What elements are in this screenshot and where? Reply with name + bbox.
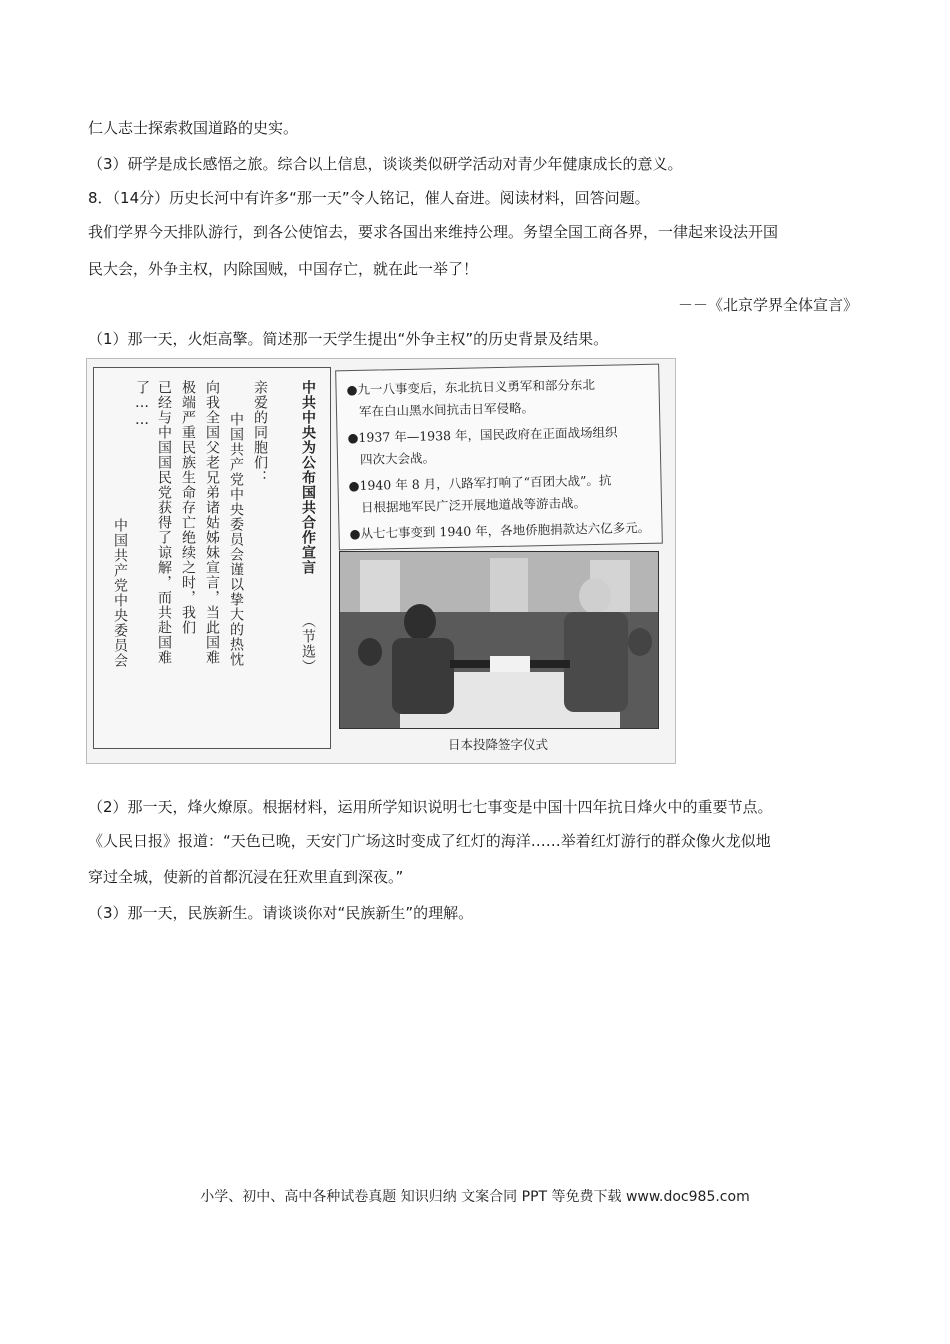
photo-illustration (340, 552, 658, 728)
fact-line: 军在白山黑水间抗击日军侵略。 (358, 400, 535, 419)
fact-line: 四次大会战。 (359, 450, 436, 467)
declaration-note: （节选） (300, 614, 316, 674)
fact-line: ●从七七事变到 1940 年，各地侨胞捐款达六亿多元。 (349, 519, 651, 542)
sub-question-3: （3）那一天，民族新生。请谈谈你对“民族新生”的理解。 (88, 904, 474, 922)
declaration-col-4: 极端严重民族生命存亡绝续之时，我们 (180, 380, 196, 635)
declaration-title: 中共中央为公布国共合作宣言 (300, 380, 316, 575)
fact-line: ●1940 年 8 月，八路军打响了“百团大战”。抗 (348, 472, 612, 494)
text-line-1: 仁人志士探索救国道路的史实。 (88, 119, 299, 137)
sub-question-1: （1）那一天，火炬高擎。简述那一天学生提出“外争主权”的历史背景及结果。 (88, 330, 609, 348)
declaration-col-5: 已经与中国国民党获得了谅解，而共赴国难 (156, 380, 172, 665)
declaration-col-6: 了…… (134, 380, 150, 429)
declaration-col-1: 亲爱的同胞们： (252, 380, 268, 485)
declaration-col-3: 向我全国父老兄弟诸姑姊妹宣言，当此国难 (204, 380, 220, 665)
material-figure (86, 358, 676, 764)
material-quote-line-1: 我们学界今天排队游行，到各公使馆去，要求各国出来维持公理。务望全国工商各界，一律起来设法开国 (88, 223, 779, 241)
fact-line: ●1937 年—1938 年，国民政府在正面战场组织 (347, 424, 618, 446)
question-3-prompt: （3）研学是成长感悟之旅。综合以上信息，谈谈类似研学活动对青少年健康成长的意义。 (88, 155, 683, 173)
declaration-box (93, 367, 331, 749)
sub-question-2: （2）那一天，烽火燎原。根据材料，运用所学知识说明七七事变是中国十四年抗日烽火中的重要节点。 (88, 798, 773, 816)
photo-caption: 日本投降签字仪式 (447, 737, 548, 752)
material-report-line-2: 穿过全城，使新的首都沉浸在狂欢里直到深夜。” (88, 868, 404, 886)
declaration-col-2: 中国共产党中央委员会谨以挚大的热忱 (228, 412, 244, 667)
fact-line: 日根据地军民广泛开展地道战等游击战。 (360, 495, 587, 515)
facts-box (335, 364, 663, 551)
material-quote-line-2: 民大会，外争主权，内除国贼，中国存亡，就在此一举了！ (88, 260, 479, 278)
fact-line: ●九一八事变后，东北抗日义勇军和部分东北 (346, 376, 596, 398)
surrender-ceremony-photo (339, 551, 659, 729)
material-report-line-1: 《人民日报》报道：“天色已晚，天安门广场这时变成了红灯的海洋……举着红灯游行的群众像火龙似地 (88, 832, 771, 850)
declaration-signature: 中国共产党中央委员会 (112, 518, 128, 668)
question-8-heading: 8．（14分）历史长河中有许多“那一天”令人铭记，催人奋进。阅读材料，回答问题。 (88, 189, 650, 207)
quote-source: －－《北京学界全体宣言》 (677, 296, 858, 314)
page-footer: 小学、初中、高中各种试卷真题 知识归纳 文案合同 PPT 等免费下载 www.doc985.com (200, 1189, 750, 1205)
